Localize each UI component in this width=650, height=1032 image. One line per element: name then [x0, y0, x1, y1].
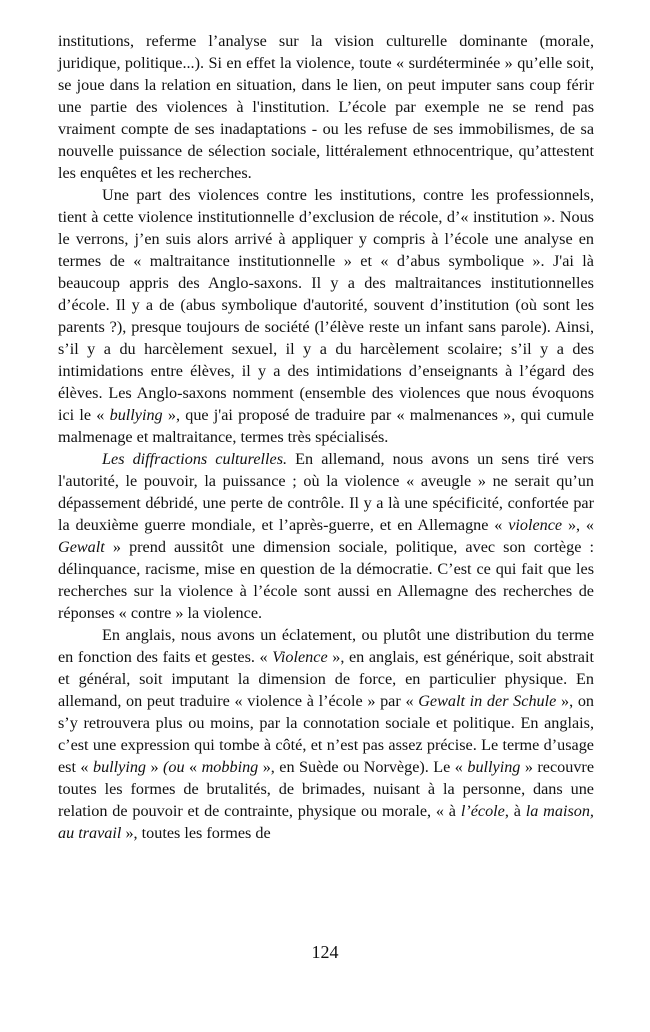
- italic-text-run: la maison, au travail: [58, 802, 594, 842]
- text-run: », en anglais, est générique, soit abstrait et général, soit imputant la dimension de force, en particulier physique. En allemand, on peut traduire « violence à l’école » par «: [58, 648, 594, 710]
- italic-text-run: (ou: [163, 758, 185, 776]
- paragraph-4: [58, 624, 594, 844]
- text-run: » prend aussitôt une dimension sociale, politique, avec son cortège : délinquance, racisme, mise en question de la démocratie. C’est ce qui fait que les recherches sur la violence à l’école sont aussi en Allemagne des recherches de réponses « contre » la violence.: [58, 538, 594, 622]
- italic-text-run: Gewalt in der Schule: [418, 692, 557, 710]
- text-run: » recouvre toutes les formes de brutalités, de brimades, nuisant à la personne, dans une relation de pouvoir et de contrainte, physique ou morale, « à: [58, 758, 595, 820]
- text-run: En allemand, nous avons un sens tiré vers l'autorité, le pouvoir, la puissance ; où la violence « aveugle » ne serait qu’un dépassement débridé, une perte de contrôle. Il y a là une spécificité, confortée par la deuxième guerre mondiale, et l’après-guerre, et en Allemagne «: [58, 450, 594, 534]
- text-run: », que j'ai proposé de traduire par « malmenances », qui cumule malmenage et maltraitance, termes très spécialisés.: [58, 406, 594, 446]
- italic-text-run: violence: [508, 516, 563, 534]
- text-run: », en Suède ou Norvège). Le «: [258, 758, 468, 776]
- text-run: En anglais, nous avons un éclatement, ou plutôt une distribution du terme en fonction des faits et gestes. «: [58, 626, 594, 666]
- text-run: », on s’y retrouvera plus ou moins, par la connotation sociale et politique. En anglais, c’est une expression qui tombe à côté, et n’est pas assez précise. Le terme d’usage est «: [58, 692, 595, 776]
- page-body: [58, 30, 594, 844]
- italic-text-run: l’école: [460, 802, 505, 820]
- paragraph-3: [58, 448, 594, 624]
- italic-text-run: Gewalt: [58, 538, 105, 556]
- text-run: «: [184, 758, 202, 776]
- page-number: 124: [311, 942, 339, 962]
- text-run: , à: [504, 802, 526, 820]
- italic-text-run: Violence: [272, 648, 328, 666]
- italic-text-run: bullying: [92, 758, 147, 776]
- text-run: institutions, referme l’analyse sur la vision culturelle dominante (morale, juridique, politique...). Si en effet la violence, toute « surdéterminée » qu’elle soit, se joue dans la relation en situation, dans le lien, on peut imputer sans coup férir une partie des violences à l'institution. L’école par exemple ne se rend pas vraiment compte de ses inadaptations - ou les refuse de ses immobilismes, de sa nouvelle puissance de sélection sociale, littéralement ethnocentrique, qu’attestent les enquêtes et les recherches.: [58, 32, 594, 182]
- italic-text-run: bullying: [109, 406, 163, 424]
- italic-text-run: Les diffractions culturelles.: [102, 450, 288, 468]
- paragraph-2: [58, 184, 594, 448]
- text-run: », toutes les formes de: [121, 824, 271, 842]
- italic-text-run: bullying: [467, 758, 521, 776]
- paragraph-1: [58, 30, 594, 184]
- italic-text-run: mobbing: [201, 758, 259, 776]
- text-run: », «: [562, 516, 594, 534]
- text-run: Une part des violences contre les institutions, contre les professionnels, tient à cette violence institutionnelle d’exclusion de récole, d’« institution ». Nous le verrons, j’en suis alors arrivé à appliquer y compris à l’école une analyse en termes de « maltraitance institutionnelle » et « d’abus symbolique ». J'ai là beaucoup appris des Anglo-saxons. Il y a des maltraitances institutionnelles d’école. Il y a de (abus symbolique d'autorité, souvent d’institution (où sont les parents ?), presque toujours de société (l’élève reste un infant sans parole). Ainsi, s’il y a du harcèlement sexuel, il y a du harcèlement scolaire; s’il y a des intimidations entre élèves, il y a des intimidations d’enseignants à l’égard des élèves. Les Anglo-saxons nomment (ensemble des violences que nous évoquons ici le «: [58, 186, 594, 424]
- text-run: »: [146, 758, 164, 776]
